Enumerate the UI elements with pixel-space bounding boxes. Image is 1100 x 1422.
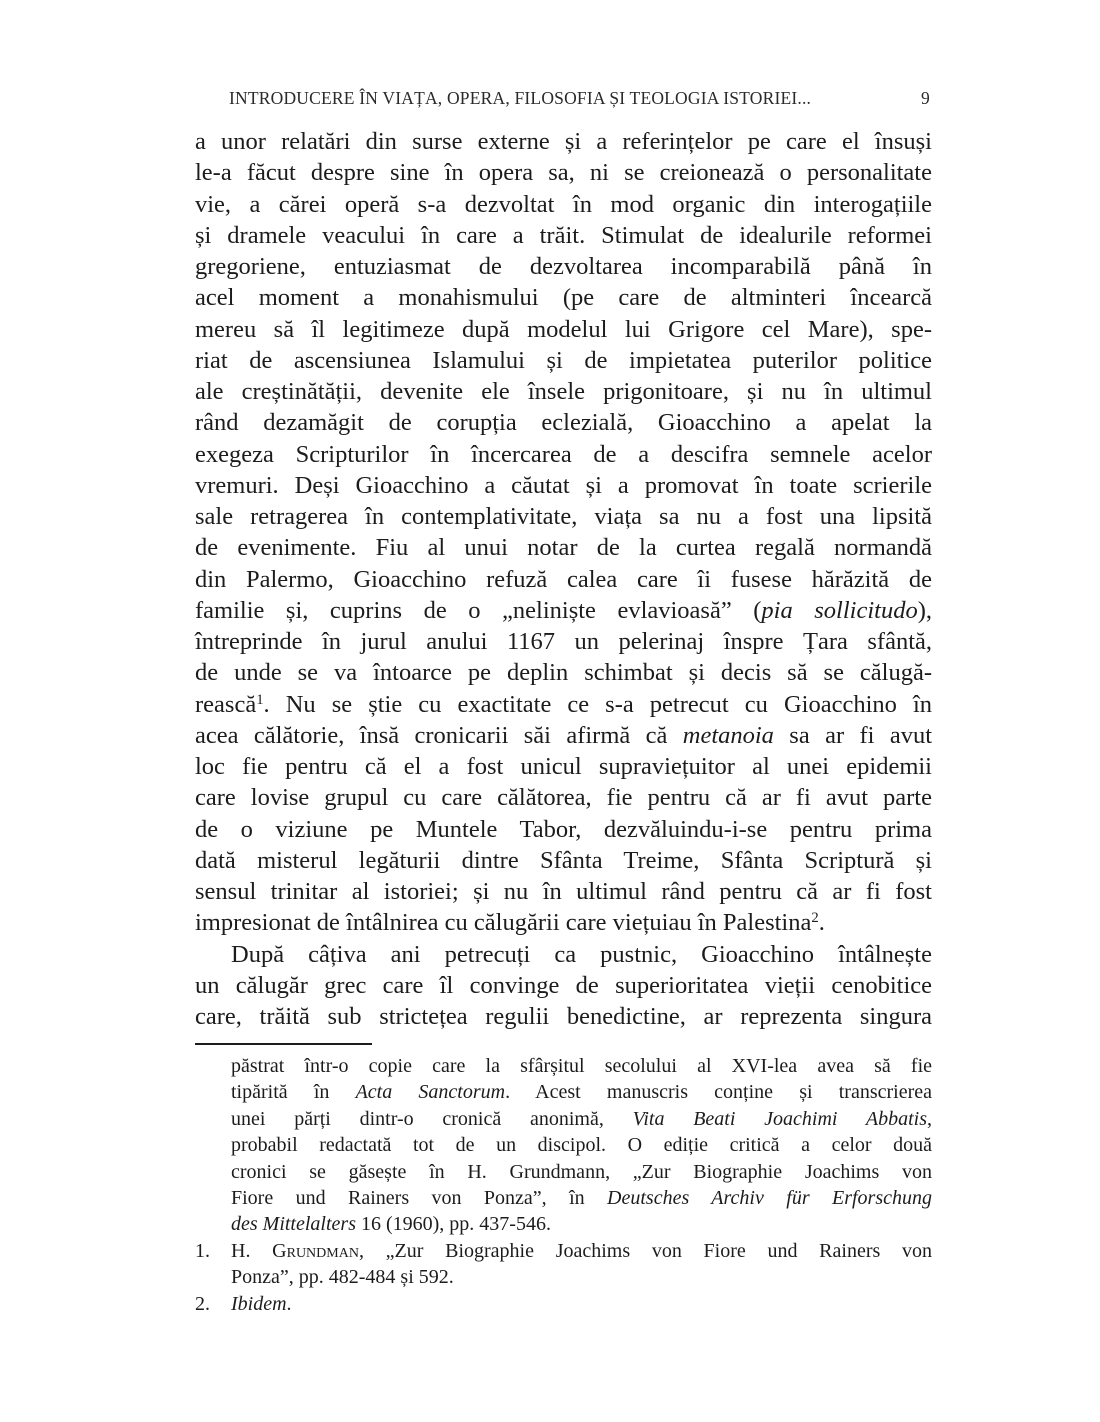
- footnote-2: [195, 1291, 932, 1317]
- running-head-title: INTRODUCERE ÎN VIAȚA, OPERA, FILOSOFIA ȘI TEOLOGIA ISTORIEI...: [229, 88, 812, 108]
- body-line: vie, a cărei operă s-a dezvoltat în mod organic din interogațiile: [195, 190, 932, 218]
- footnote-line: Fiore und Rainers von Ponza”, în Deutsches Archiv für Erforschung: [231, 1186, 932, 1209]
- footnote-line: Ponza”, pp. 482-484 și 592.: [231, 1266, 454, 1289]
- footnote-ref-2[interactable]: 2: [811, 910, 819, 927]
- body-line: rească$^1$. Nu se știe cu exactitate ce s-a petrecut cu Gioacchino în: [195, 690, 932, 718]
- footnote-number: 1.: [195, 1239, 210, 1262]
- body-line: de o viziune pe Muntele Tabor, dezvăluindu-i-se pentru prima: [195, 815, 932, 843]
- latin-phrase: pia sollicitudo: [761, 596, 918, 624]
- body-line: rând dezamăgit de corupția eclezială, Gioacchino a apelat la: [195, 409, 932, 437]
- body-line: ale creștinătății, devenite ele însele prigonitoare, și nu în ultimul: [195, 378, 932, 405]
- work-title: Acta Sanctorum: [355, 1081, 506, 1104]
- body-line: riat de ascensiunea Islamului și de impietatea puterilor politice: [195, 346, 932, 374]
- body-line: impresionat de întâlnirea cu călugării care viețuiau în Palestina$^2$.: [195, 909, 825, 937]
- body-line: sale retragerea în contemplativitate, viața sa nu a fost una lipsită: [195, 503, 932, 530]
- body-line: acel moment a monahismului (pe care de altminteri încearcă: [195, 284, 932, 312]
- body-line: care, trăită sub strictețea regulii benedictine, ar reprezenta singura: [195, 1003, 932, 1030]
- footnote-separator: [195, 1043, 372, 1045]
- body-line: vremuri. Deși Gioacchino a căutat și a promovat în toate scrierile: [195, 471, 932, 499]
- body-line: loc fie pentru că el a fost unicul supraviețuitor al unei epidemii: [195, 753, 932, 780]
- body-line: care lovise grupul cu care călătorea, fie pentru că ar fi avut parte: [195, 784, 932, 812]
- running-head: [195, 88, 932, 114]
- footnote-number: 2.: [195, 1292, 210, 1315]
- footnote-line: 1. H. Grundman, „Zur Biographie Joachims von Fiore und Rainers von: [195, 1238, 932, 1264]
- body-line: de unde se va întoarce pe deplin schimbat și decis să se călugă-: [195, 659, 932, 687]
- author-name: Grundman: [272, 1239, 359, 1262]
- footnote-line: 2. Ibidem.: [195, 1291, 932, 1317]
- work-title: Vita Beati Joachimi Abbatis: [632, 1107, 927, 1130]
- body-line: dată misterul legăturii dintre Sfânta Treime, Sfânta Scriptură și: [195, 846, 932, 874]
- body-line: de evenimente. Fiu al unui notar de la curtea regală normandă: [195, 534, 932, 562]
- body-line: sensul trinitar al istoriei; și nu în ultimul rând pentru că ar fi fost: [195, 878, 932, 905]
- footnotes: [195, 1053, 932, 1317]
- body-line: întreprinde în jurul anului 1167 un pelerinaj înspre Țara sfântă,: [195, 628, 932, 655]
- footnote-ref-1[interactable]: 1: [256, 691, 264, 708]
- body-line: și dramele veacului în care a trăit. Stimulat de idealurile reformei: [195, 221, 932, 249]
- footnote-1: [195, 1238, 932, 1291]
- body-text: [195, 126, 932, 1032]
- body-line: mereu să îl legitimeze după modelul lui Grigore cel Mare), spe-: [195, 315, 932, 343]
- greek-term: metanoia: [682, 721, 774, 749]
- footnote-line: des Mittelalters 16 (1960), pp. 437-546.: [231, 1213, 551, 1236]
- body-line: le-a făcut despre sine în opera sa, ni se creionează o personalitate: [195, 159, 932, 187]
- body-line: acea călătorie, însă cronicarii săi afirmă că metanoia sa ar fi avut: [195, 721, 932, 749]
- body-line: gregoriene, entuziasmat de dezvoltarea incomparabilă până în: [195, 253, 932, 280]
- footnote-line: tipărită în Acta Sanctorum. Acest manuscris conține și transcrierea: [231, 1081, 933, 1104]
- body-line: După câțiva ani petrecuți ca pustnic, Gioacchino întâlnește: [231, 940, 932, 968]
- footnote-line: probabil redactată tot de un discipol. O ediție critică a celor două: [231, 1134, 932, 1157]
- journal-title: des Mittelalters: [231, 1213, 356, 1236]
- body-line: a unor relatări din surse externe și a referințelor pe care el însuși: [195, 128, 932, 155]
- footnote-line: păstrat într-o copie care la sfârșitul secolului al XVI-lea avea să fie: [231, 1055, 932, 1077]
- body-line: din Palermo, Gioacchino refuză calea care îi fusese hărăzită de: [195, 565, 932, 593]
- journal-title: Deutsches Archiv für Erforschung: [607, 1186, 932, 1209]
- footnote-line: cronici se găsește în H. Grundmann, „Zur Biographie Joachims von: [231, 1160, 932, 1183]
- footnote-line: unei părți dintr-o cronică anonimă, Vita Beati Joachimi Abbatis,: [231, 1107, 932, 1130]
- page-number: 9: [921, 88, 930, 108]
- ibidem: Ibidem: [231, 1292, 287, 1315]
- body-line: exegeza Scripturilor în încercarea de a descifra semnele acelor: [195, 440, 932, 468]
- body-line: familie și, cuprins de o „neliniște evlavioasă” (pia sollicitudo),: [195, 596, 933, 624]
- footnote-continued: [195, 1053, 932, 1238]
- body-line: un călugăr grec care îl convinge de superioritatea vieții cenobitice: [195, 971, 932, 999]
